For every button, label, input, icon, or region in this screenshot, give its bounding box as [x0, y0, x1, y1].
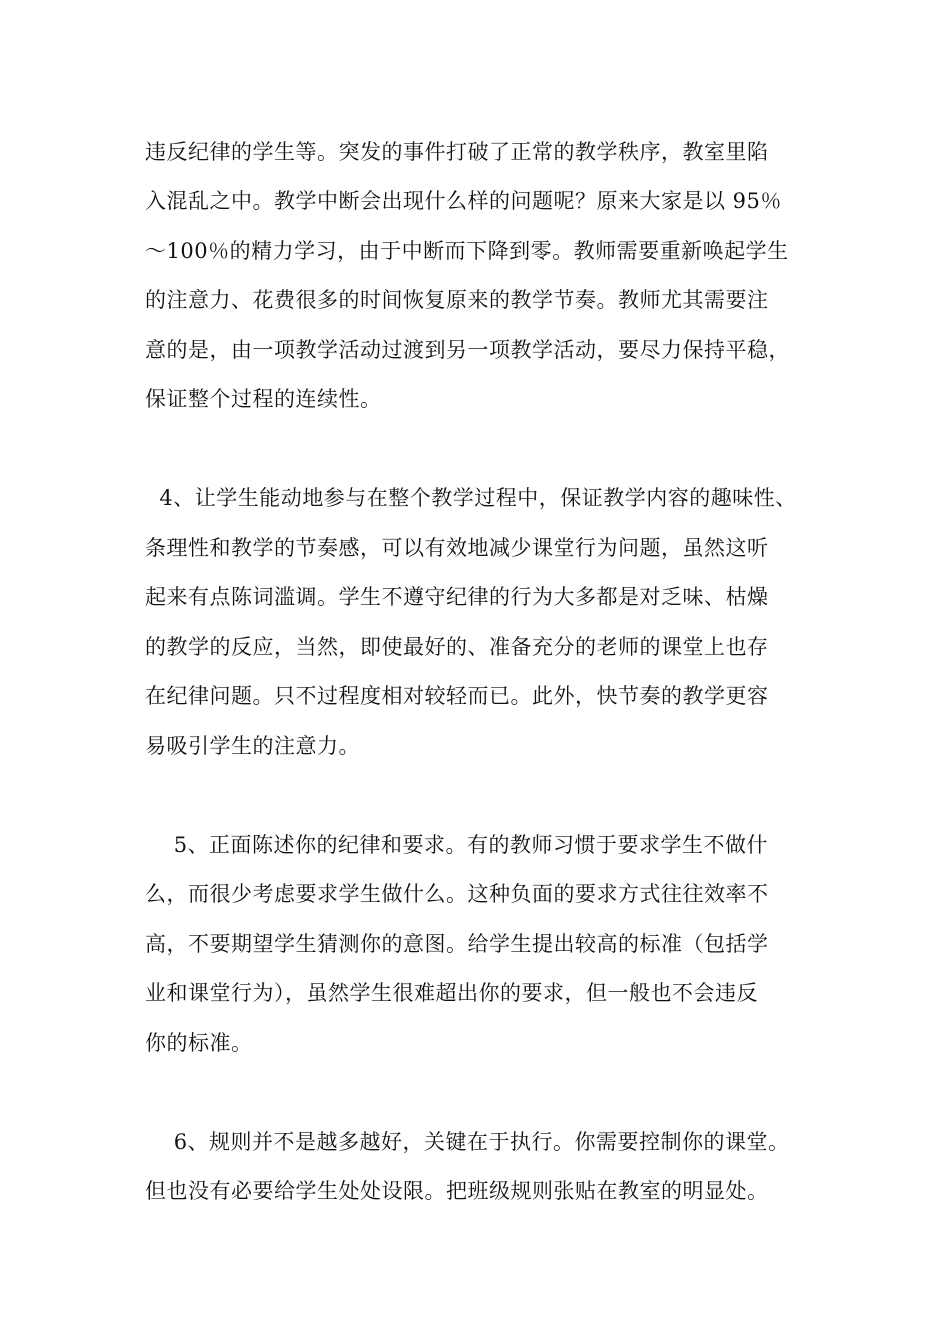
text-line: 意的是，由一项教学活动过渡到另一项教学活动，要尽力保持平稳， [145, 338, 790, 362]
text-line: 么，而很少考虑要求学生做什么。这种负面的要求方式往往效率不 [145, 882, 769, 906]
text-line: 的教学的反应，当然，即使最好的、准备充分的老师的课堂上也存 [145, 635, 769, 659]
text-line: 5、正面陈述你的纪律和要求。有的教师习惯于要求学生不做什 [145, 833, 769, 857]
text-line: 的注意力、花费很多的时间恢复原来的教学节奏。教师尤其需要注 [145, 288, 769, 312]
text-line: 高，不要期望学生猜测你的意图。给学生提出较高的标准（包括学 [145, 932, 769, 956]
text-line: 你的标准。 [145, 1031, 253, 1055]
text-line: 但也没有必要给学生处处设限。把班级规则张贴在教室的明显处。 [145, 1179, 769, 1203]
text-line: 起来有点陈词滥调。学生不遵守纪律的行为大多都是对乏味、枯燥 [145, 585, 769, 609]
text-line: ～100％的精力学习，由于中断而下降到零。教师需要重新唤起学生 [145, 239, 789, 263]
text-line: 4、让学生能动地参与在整个教学过程中，保证教学内容的趣味性、 [145, 486, 797, 510]
text-line: 在纪律问题。只不过程度相对较轻而已。此外，快节奏的教学更容 [145, 684, 769, 708]
text-line: 业和课堂行为），虽然学生很难超出你的要求，但一般也不会违反 [145, 981, 758, 1005]
text-line: 6、规则并不是越多越好，关键在于执行。你需要控制你的课堂。 [145, 1130, 790, 1154]
text-line: 条理性和教学的节奏感，可以有效地减少课堂行为问题，虽然这听 [145, 536, 769, 560]
text-line: 保证整个过程的连续性。 [145, 387, 382, 411]
text-line: 入混乱之中。教学中断会出现什么样的问题呢？原来大家是以 95％ [145, 189, 782, 213]
text-line: 违反纪律的学生等。突发的事件打破了正常的教学秩序，教室里陷 [145, 140, 769, 164]
text-line: 易吸引学生的注意力。 [145, 734, 360, 758]
